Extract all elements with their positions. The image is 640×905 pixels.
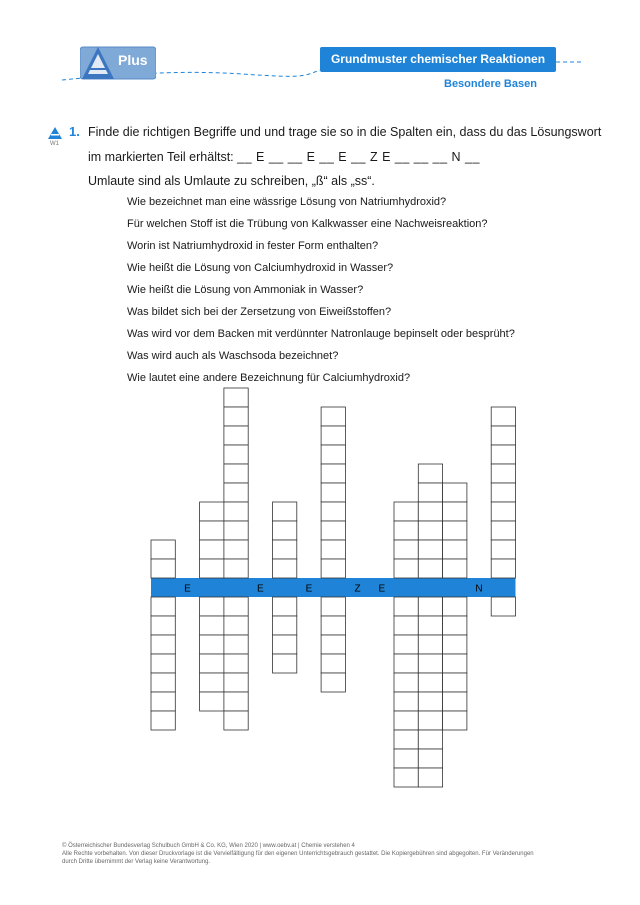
crossword-cell[interactable] bbox=[418, 559, 442, 578]
crossword-cell[interactable] bbox=[394, 654, 418, 673]
crossword-cell[interactable] bbox=[200, 692, 224, 711]
crossword-cell[interactable] bbox=[394, 635, 418, 654]
crossword-cell[interactable] bbox=[321, 654, 345, 673]
crossword-cell[interactable] bbox=[200, 559, 224, 578]
crossword-cell[interactable] bbox=[151, 616, 175, 635]
crossword-cell[interactable] bbox=[273, 559, 297, 578]
crossword-cell[interactable] bbox=[224, 388, 248, 407]
crossword-cell[interactable] bbox=[224, 483, 248, 502]
instruction-line-3: Umlaute sind als Umlaute zu schreiben, „ß“ als „ss“. bbox=[88, 174, 375, 188]
solution-row bbox=[151, 578, 516, 597]
crossword-cell[interactable] bbox=[224, 635, 248, 654]
crossword-cell[interactable] bbox=[151, 711, 175, 730]
crossword-cell[interactable] bbox=[321, 540, 345, 559]
crossword-cell[interactable] bbox=[418, 654, 442, 673]
crossword-cell[interactable] bbox=[224, 692, 248, 711]
crossword-cell[interactable] bbox=[224, 654, 248, 673]
crossword-cell[interactable] bbox=[273, 654, 297, 673]
crossword-cell[interactable] bbox=[273, 597, 297, 616]
crossword-cell[interactable] bbox=[224, 464, 248, 483]
crossword-cell[interactable] bbox=[321, 521, 345, 540]
worksheet-subtitle: Besondere Basen bbox=[444, 78, 537, 90]
crossword-column bbox=[443, 483, 467, 730]
crossword-cell[interactable] bbox=[321, 597, 345, 616]
crossword-cell[interactable] bbox=[151, 635, 175, 654]
crossword-column bbox=[200, 502, 224, 711]
crossword-cell[interactable] bbox=[273, 521, 297, 540]
crossword-cell[interactable] bbox=[224, 407, 248, 426]
crossword-cell[interactable] bbox=[151, 559, 175, 578]
crossword-cell[interactable] bbox=[321, 635, 345, 654]
worksheet-title: Grundmuster chemischer Reaktionen bbox=[320, 47, 556, 72]
crossword-cell[interactable] bbox=[443, 711, 467, 730]
crossword-cell[interactable] bbox=[491, 540, 515, 559]
crossword-cell[interactable] bbox=[418, 464, 442, 483]
given-letter: E bbox=[184, 583, 191, 595]
question-item: Was wird auch als Waschsoda bezeichnet? bbox=[127, 350, 339, 362]
crossword-cell[interactable] bbox=[418, 502, 442, 521]
crossword-cell[interactable] bbox=[200, 616, 224, 635]
task-number: 1. bbox=[69, 124, 80, 139]
crossword-cell[interactable] bbox=[418, 692, 442, 711]
crossword-cell[interactable] bbox=[200, 597, 224, 616]
crossword-cell[interactable] bbox=[273, 616, 297, 635]
crossword-cell[interactable] bbox=[200, 654, 224, 673]
crossword-cell[interactable] bbox=[418, 673, 442, 692]
crossword-cell[interactable] bbox=[443, 597, 467, 616]
crossword-cell[interactable] bbox=[443, 673, 467, 692]
crossword-cell[interactable] bbox=[151, 692, 175, 711]
crossword-cell[interactable] bbox=[418, 711, 442, 730]
instruction-prefix: im markierten Teil erhältst: bbox=[88, 150, 234, 164]
crossword-cell[interactable] bbox=[491, 597, 515, 616]
crossword-column bbox=[418, 464, 442, 787]
crossword-cell[interactable] bbox=[394, 692, 418, 711]
crossword-cell[interactable] bbox=[224, 559, 248, 578]
crossword-column bbox=[224, 388, 248, 730]
crossword-cell[interactable] bbox=[151, 654, 175, 673]
crossword-cell[interactable] bbox=[418, 540, 442, 559]
given-letter: Z bbox=[354, 583, 361, 595]
crossword-cell[interactable] bbox=[443, 502, 467, 521]
crossword-cell[interactable] bbox=[200, 673, 224, 692]
footer-rights: Alle Rechte vorbehalten. Von dieser Druckvorlage ist die Vervielfältigung für den eigenen Unterrichtsgebrauch gestattet. Die Kopiergebühren sind abgegolten. Für Veränderungen bbox=[62, 851, 534, 857]
given-letter: E bbox=[378, 583, 386, 595]
footer-copyright: © Österreichischer Bundesverlag Schulbuch GmbH & Co. KG, Wien 2020 | www.oebv.at | Chemie verstehen 4 bbox=[62, 843, 355, 849]
crossword-cell[interactable] bbox=[443, 692, 467, 711]
task-code: W1 bbox=[50, 141, 59, 147]
crossword-cell[interactable] bbox=[273, 540, 297, 559]
crossword-cell[interactable] bbox=[224, 616, 248, 635]
question-item: Was wird vor dem Backen mit verdünnter Natronlauge bepinselt oder besprüht? bbox=[127, 328, 515, 340]
crossword-cell[interactable] bbox=[273, 502, 297, 521]
footer bbox=[62, 842, 582, 866]
crossword-cell[interactable] bbox=[443, 483, 467, 502]
crossword-cell[interactable] bbox=[321, 483, 345, 502]
given-letter: N bbox=[475, 583, 483, 595]
crossword-cell[interactable] bbox=[321, 464, 345, 483]
crossword-cell[interactable] bbox=[321, 445, 345, 464]
crossword-cell[interactable] bbox=[443, 635, 467, 654]
crossword-column bbox=[394, 502, 418, 787]
crossword-cell[interactable] bbox=[491, 407, 515, 426]
crossword-cell[interactable] bbox=[443, 616, 467, 635]
crossword-cell[interactable] bbox=[200, 502, 224, 521]
crossword-cell[interactable] bbox=[321, 559, 345, 578]
crossword-cell[interactable] bbox=[394, 597, 418, 616]
crossword-cell[interactable] bbox=[443, 559, 467, 578]
crossword-cell[interactable] bbox=[443, 540, 467, 559]
crossword-cell[interactable] bbox=[224, 711, 248, 730]
crossword-cell[interactable] bbox=[394, 502, 418, 521]
crossword-cell[interactable] bbox=[491, 559, 515, 578]
crossword-cell[interactable] bbox=[418, 597, 442, 616]
instruction-line-1: Finde die richtigen Begriffe und und trage sie so in die Spalten ein, dass du das Lösungswort bbox=[88, 125, 602, 139]
crossword-cell[interactable] bbox=[394, 768, 418, 787]
crossword-cell[interactable] bbox=[491, 502, 515, 521]
crossword-cell[interactable] bbox=[200, 521, 224, 540]
footer-disclaimer: durch Dritte übernimmt der Verlag keine Verantwortung. bbox=[62, 859, 211, 865]
crossword-cell[interactable] bbox=[224, 426, 248, 445]
question-item: Wie heißt die Lösung von Calciumhydroxid in Wasser? bbox=[127, 262, 394, 274]
crossword-cell[interactable] bbox=[321, 502, 345, 521]
crossword-cell[interactable] bbox=[394, 730, 418, 749]
crossword-cell[interactable] bbox=[151, 597, 175, 616]
crossword-cell[interactable] bbox=[394, 673, 418, 692]
crossword-cell[interactable] bbox=[491, 521, 515, 540]
crossword-cell[interactable] bbox=[224, 521, 248, 540]
crossword-cell[interactable] bbox=[224, 597, 248, 616]
crossword-cell[interactable] bbox=[394, 711, 418, 730]
crossword-cell[interactable] bbox=[491, 445, 515, 464]
crossword-cell[interactable] bbox=[224, 540, 248, 559]
crossword-cell[interactable] bbox=[394, 540, 418, 559]
crossword-cell[interactable] bbox=[200, 635, 224, 654]
question-item: Wie bezeichnet man eine wässrige Lösung von Natriumhydroxid? bbox=[127, 196, 447, 208]
crossword-cell[interactable] bbox=[321, 426, 345, 445]
crossword-cell[interactable] bbox=[151, 673, 175, 692]
crossword-cell[interactable] bbox=[418, 730, 442, 749]
question-item: Wie heißt die Lösung von Ammoniak in Wasser? bbox=[127, 284, 364, 296]
crossword-cell[interactable] bbox=[443, 521, 467, 540]
crossword-cell[interactable] bbox=[418, 483, 442, 502]
crossword-cell[interactable] bbox=[491, 426, 515, 445]
crossword-cell[interactable] bbox=[491, 483, 515, 502]
crossword-cell[interactable] bbox=[200, 540, 224, 559]
crossword-cell[interactable] bbox=[224, 673, 248, 692]
given-letter: E bbox=[305, 583, 313, 595]
crossword-cell[interactable] bbox=[394, 521, 418, 540]
given-letter: E bbox=[257, 583, 264, 595]
crossword-cell[interactable] bbox=[491, 464, 515, 483]
solution-pattern: __ E __ __ E __ E __ Z E __ __ __ N __ bbox=[237, 150, 480, 164]
question-item: Was bildet sich bei der Zersetzung von Eiweißstoffen? bbox=[127, 306, 392, 318]
question-item: Worin ist Natriumhydroxid in fester Form enthalten? bbox=[127, 240, 379, 252]
crossword-cell[interactable] bbox=[224, 502, 248, 521]
crossword-cell[interactable] bbox=[321, 407, 345, 426]
crossword-cell[interactable] bbox=[418, 768, 442, 787]
crossword-cell[interactable] bbox=[443, 654, 467, 673]
crossword-cell[interactable] bbox=[394, 616, 418, 635]
crossword-cell[interactable] bbox=[273, 635, 297, 654]
crossword-column bbox=[151, 540, 175, 730]
crossword-cell[interactable] bbox=[394, 749, 418, 768]
crossword-cell[interactable] bbox=[321, 673, 345, 692]
crossword-cell[interactable] bbox=[418, 521, 442, 540]
crossword-cell[interactable] bbox=[321, 616, 345, 635]
logo-text: Plus bbox=[118, 52, 148, 68]
crossword-cell[interactable] bbox=[224, 445, 248, 464]
crossword-cell[interactable] bbox=[394, 559, 418, 578]
crossword-column bbox=[321, 407, 345, 692]
crossword-cell[interactable] bbox=[418, 616, 442, 635]
crossword-cell[interactable] bbox=[418, 635, 442, 654]
question-item: Für welchen Stoff ist die Trübung von Kalkwasser eine Nachweisreaktion? bbox=[127, 218, 488, 230]
crossword-cell[interactable] bbox=[151, 540, 175, 559]
crossword-cell[interactable] bbox=[418, 749, 442, 768]
question-item: Wie lautet eine andere Bezeichnung für Calciumhydroxid? bbox=[127, 372, 411, 384]
